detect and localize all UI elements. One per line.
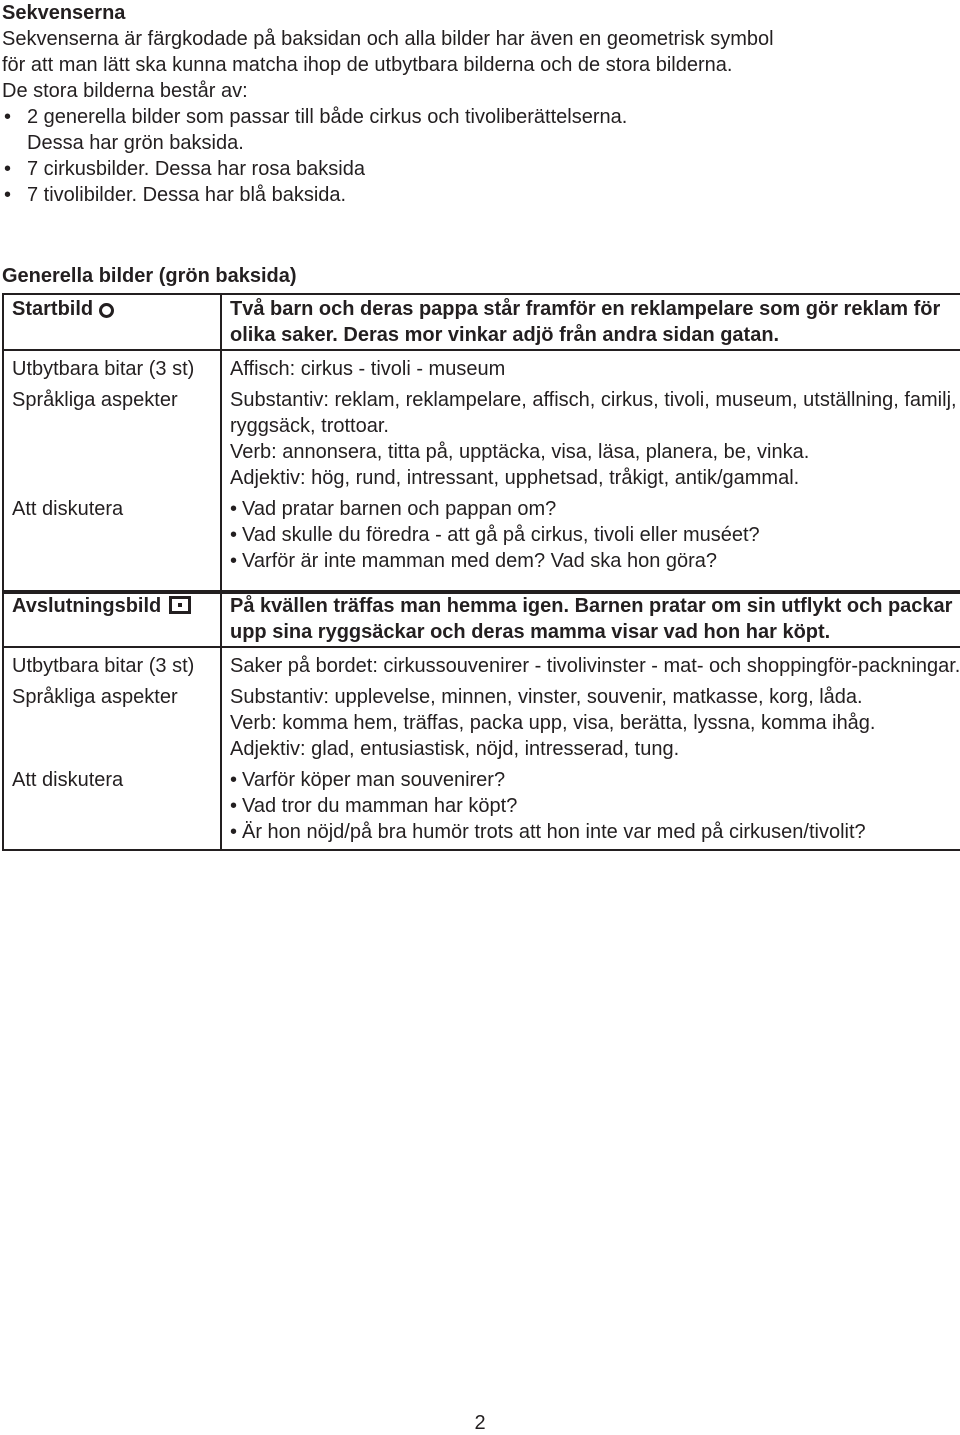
row-line: Verb: komma hem, träffas, packa upp, visa, berätta, lyssna, komma ihåg. — [230, 712, 876, 734]
list-item: • Varför är inte mamman med dem? Vad ska hon göra? — [230, 548, 960, 574]
row-value — [221, 350, 960, 382]
intro-line: De stora bilderna består av: — [2, 80, 248, 102]
list-item-line: Dessa har grön baksida. — [27, 132, 244, 154]
discussion-list — [230, 496, 960, 574]
list-item: • Vad tror du mamman har köpt? — [230, 793, 960, 819]
intro-line: Sekvenserna är färgkodade på baksidan och alla bilder har även en geometrisk symbol — [2, 28, 774, 50]
row-line: Substantiv: upplevelse, minnen, vinster, souvenir, matkasse, korg, låda. — [230, 686, 863, 708]
row-value — [221, 382, 960, 491]
list-item-line: • 2 generella bilder som passar till både cirkus och tivoliberättelserna. — [27, 106, 628, 128]
page-number: 2 — [474, 1412, 486, 1434]
square-icon — [169, 596, 191, 614]
row-line: Verb: annonsera, titta på, upptäcka, visa, läsa, planera, be, vinka. — [230, 441, 810, 463]
row-line: Adjektiv: glad, entusiastisk, nöjd, intresserad, tung. — [230, 738, 680, 760]
end-table — [2, 590, 960, 851]
row-label: Utbytbara bitar (3 st) — [3, 350, 221, 382]
circle-icon — [99, 303, 114, 318]
row-value — [221, 491, 960, 593]
list-item: • Varför köper man souvenirer? — [230, 767, 960, 793]
list-item: • Vad skulle du föredra - att gå på cirkus, tivoli eller muséet? — [230, 522, 960, 548]
list-item: • Vad pratar barnen och pappan om? — [230, 496, 960, 522]
row-label: Språkliga aspekter — [3, 382, 221, 491]
row-value — [221, 647, 960, 679]
list-item: • Är hon nöjd/på bra humör trots att hon inte var med på cirkusen/tivolit? — [230, 819, 960, 845]
list-item — [2, 104, 952, 156]
start-title: Startbild — [12, 298, 94, 320]
row-line: Adjektiv: hög, rund, intressant, upphetsad, tråkigt, antik/gammal. — [230, 467, 800, 489]
row-line: Substantiv: reklam, reklampelare, affisch, cirkus, tivoli, museum, utställning, familj, ryggsäck, trottoar. — [230, 389, 957, 437]
end-description: På kvällen träffas man hemma igen. Barnen pratar om sin utflykt och packar upp sina ryggsäckar och deras mamma visar vad hon har köpt. — [221, 591, 960, 647]
list-item — [2, 156, 952, 182]
section-title: Generella bilder (grön baksida) — [2, 265, 297, 287]
start-description: Två barn och deras pappa står framför en reklampelare som gör reklam för olika saker. Deras mor vinkar adjö från andra sidan gatan. — [221, 294, 960, 350]
row-label: Att diskutera — [3, 491, 221, 593]
list-item — [2, 182, 952, 208]
intro-heading: Sekvenserna — [2, 2, 126, 24]
end-title: Avslutningsbild — [12, 595, 162, 617]
start-table — [2, 293, 960, 594]
row-value — [221, 762, 960, 850]
row-line: Saker på bordet: cirkussouvenirer - tivolivinster - mat- och shoppingför-packningar. — [230, 655, 960, 677]
intro-bullet-list — [2, 104, 952, 208]
start-title-cell — [3, 294, 221, 350]
end-title-cell — [3, 591, 221, 647]
discussion-list — [230, 767, 960, 845]
list-item-line: • 7 cirkusbilder. Dessa har rosa baksida — [27, 158, 365, 180]
intro — [2, 0, 952, 208]
row-label: Att diskutera — [3, 762, 221, 850]
row-label: Språkliga aspekter — [3, 679, 221, 762]
row-label: Utbytbara bitar (3 st) — [3, 647, 221, 679]
row-value — [221, 679, 960, 762]
row-line: Affisch: cirkus - tivoli - museum — [230, 358, 506, 380]
list-item-line: • 7 tivolibilder. Dessa har blå baksida. — [27, 184, 347, 206]
intro-line: för att man lätt ska kunna matcha ihop de utbytbara bilderna och de stora bilderna. — [2, 54, 733, 76]
